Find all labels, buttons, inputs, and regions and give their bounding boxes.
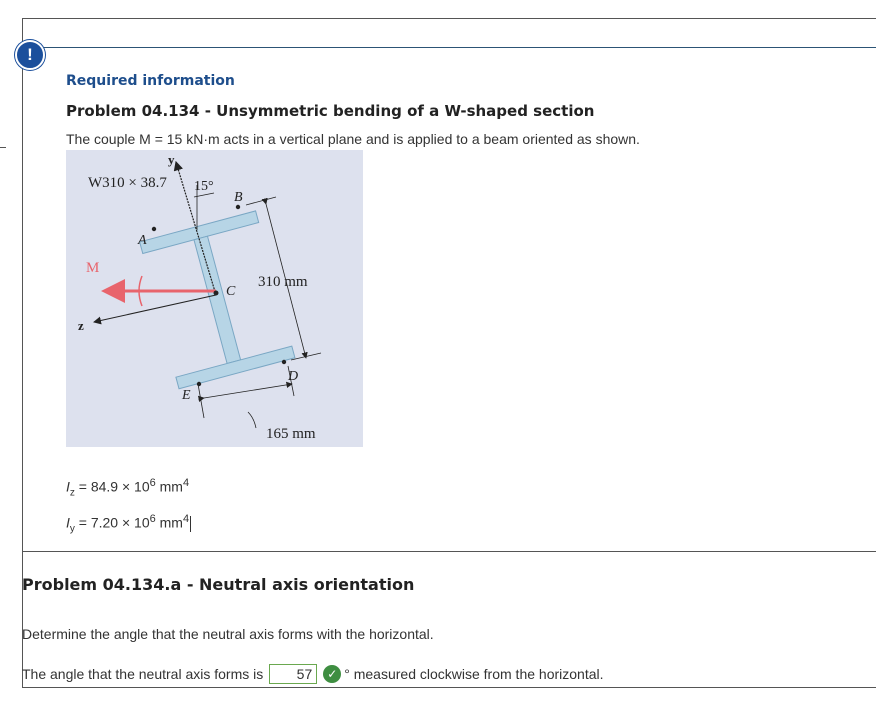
point-a-dot — [152, 227, 156, 231]
point-d-label: D — [288, 369, 299, 384]
card-top-rule — [23, 47, 876, 48]
section-label: W310 × 38.7 — [88, 175, 167, 191]
check-icon: ✓ — [323, 665, 341, 683]
beam-figure — [66, 150, 363, 447]
point-b-label: B — [234, 190, 243, 205]
iz-exponent: 6 — [149, 477, 156, 489]
iz-symbol: I — [66, 478, 70, 495]
answer-suffix: ° measured clockwise from the horizontal. — [344, 666, 604, 682]
answer-prefix: The angle that the neutral axis forms is — [22, 666, 264, 682]
iz-value: = 84.9 × 10 — [74, 478, 150, 495]
y-axis-label: y — [168, 152, 175, 167]
depth-label: 310 mm — [258, 274, 308, 290]
alert-icon: ! — [15, 40, 45, 70]
iy-value: = 7.20 × 10 — [74, 515, 150, 532]
angle-answer-input[interactable]: 57 — [269, 664, 317, 684]
point-e-dot — [197, 382, 201, 386]
iy-unit-exponent: 4 — [182, 513, 190, 526]
moment-label: M — [86, 260, 100, 276]
point-e-label: E — [182, 388, 191, 403]
answer-row — [22, 664, 604, 684]
beam-diagram — [66, 150, 363, 447]
section-properties — [66, 470, 191, 543]
problem-title: Problem 04.134 - Unsymmetric bending of a W-shaped section — [66, 102, 595, 120]
iy-exponent: 6 — [149, 513, 156, 526]
iy-property — [66, 506, 191, 542]
point-a-label: A — [138, 233, 147, 248]
iz-unit: mm — [155, 478, 183, 495]
required-info-label: Required information — [66, 73, 235, 89]
iz-unit-exponent: 4 — [182, 477, 190, 489]
z-axis-line — [94, 295, 216, 322]
z-axis-label: z — [78, 318, 84, 333]
problem-statement: The couple M = 15 kN·m acts in a vertical plane and is applied to a beam oriented as shown. — [66, 131, 640, 147]
iy-subscript: y — [69, 523, 75, 535]
angle-label: 15° — [194, 179, 214, 194]
width-label: 165 mm — [266, 426, 316, 442]
centroid-dot — [214, 291, 219, 296]
text-cursor — [190, 516, 191, 532]
i-beam-section — [140, 211, 295, 389]
part-title: Problem 04.134.a - Neutral axis orientation — [22, 575, 415, 594]
point-b-dot — [236, 205, 240, 209]
iz-subscript: z — [69, 487, 75, 499]
point-c-label: C — [226, 284, 236, 299]
iy-unit: mm — [155, 515, 183, 532]
iz-property — [66, 470, 191, 506]
iy-symbol: I — [66, 515, 70, 532]
point-c-dot — [282, 360, 286, 364]
width-dimension — [204, 384, 292, 398]
page-edge-mark — [0, 147, 6, 148]
part-question: Determine the angle that the neutral axis forms with the horizontal. — [22, 626, 434, 642]
